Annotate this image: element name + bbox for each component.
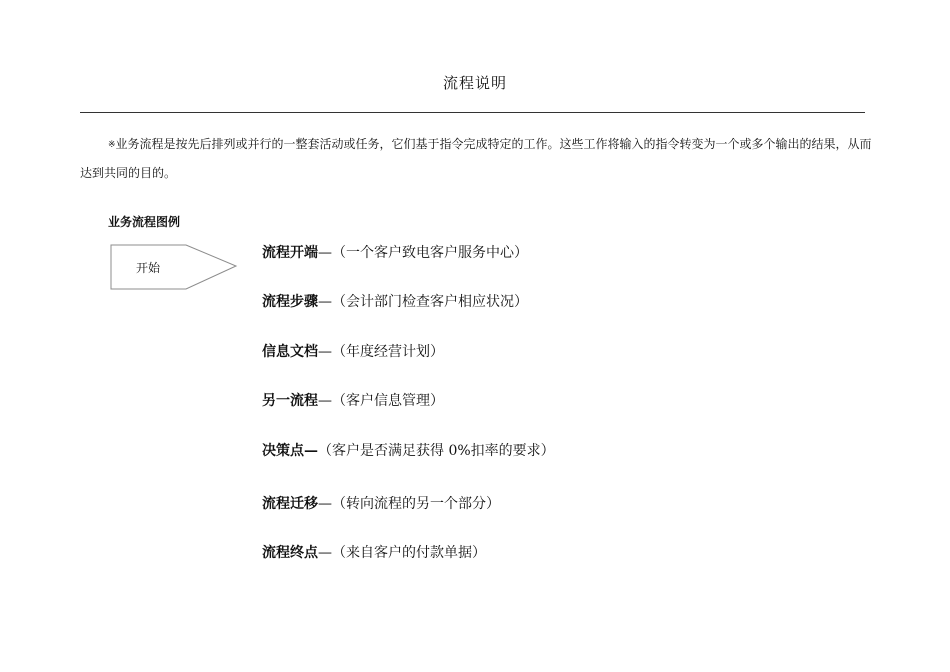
intro-text: 业务流程是按先后排列或并行的一整套活动或任务，它们基于指令完成特定的工作。这些工作将输入的指令转变为一个或多个输出的结果，从而达到共同的目的。 bbox=[80, 137, 872, 180]
intro-paragraph bbox=[80, 130, 872, 187]
legend-item-other-process bbox=[262, 390, 444, 410]
legend-description: （客户是否满足获得 0%扣率的要求） bbox=[318, 443, 555, 459]
title-divider bbox=[80, 112, 865, 113]
legend-term: 决策点— bbox=[262, 443, 318, 459]
legend-term: 流程终点 bbox=[262, 545, 318, 561]
process-start-shape bbox=[110, 244, 238, 292]
start-pentagon-outline bbox=[111, 245, 236, 289]
legend-term: 流程步骤 bbox=[262, 294, 318, 310]
legend-heading: 业务流程图例 bbox=[108, 215, 181, 229]
legend-term: 流程开端 bbox=[262, 245, 318, 261]
legend-description: —（年度经营计划） bbox=[318, 344, 444, 360]
legend-description: —（客户信息管理） bbox=[318, 393, 444, 409]
legend-term: 另一流程 bbox=[262, 393, 318, 409]
reference-mark-icon: ※ bbox=[108, 140, 116, 150]
legend-item-info-document bbox=[262, 341, 444, 361]
legend-description: —（会计部门检查客户相应状况） bbox=[318, 294, 528, 310]
start-shape-label: 开始 bbox=[136, 261, 161, 275]
legend-description: —（转向流程的另一个部分） bbox=[318, 496, 500, 512]
page-title: 流程说明 bbox=[442, 74, 507, 92]
legend-term: 信息文档 bbox=[262, 344, 318, 360]
legend-item-process-transfer bbox=[262, 493, 500, 513]
legend-item-process-step bbox=[262, 291, 528, 311]
legend-item-decision-point bbox=[262, 440, 555, 460]
legend-item-process-end bbox=[262, 542, 486, 562]
legend-term: 流程迁移 bbox=[262, 496, 318, 512]
legend-description: —（一个客户致电客户服务中心） bbox=[318, 245, 528, 261]
legend-item-process-start bbox=[262, 242, 528, 262]
legend-description: —（来自客户的付款单据） bbox=[318, 545, 486, 561]
